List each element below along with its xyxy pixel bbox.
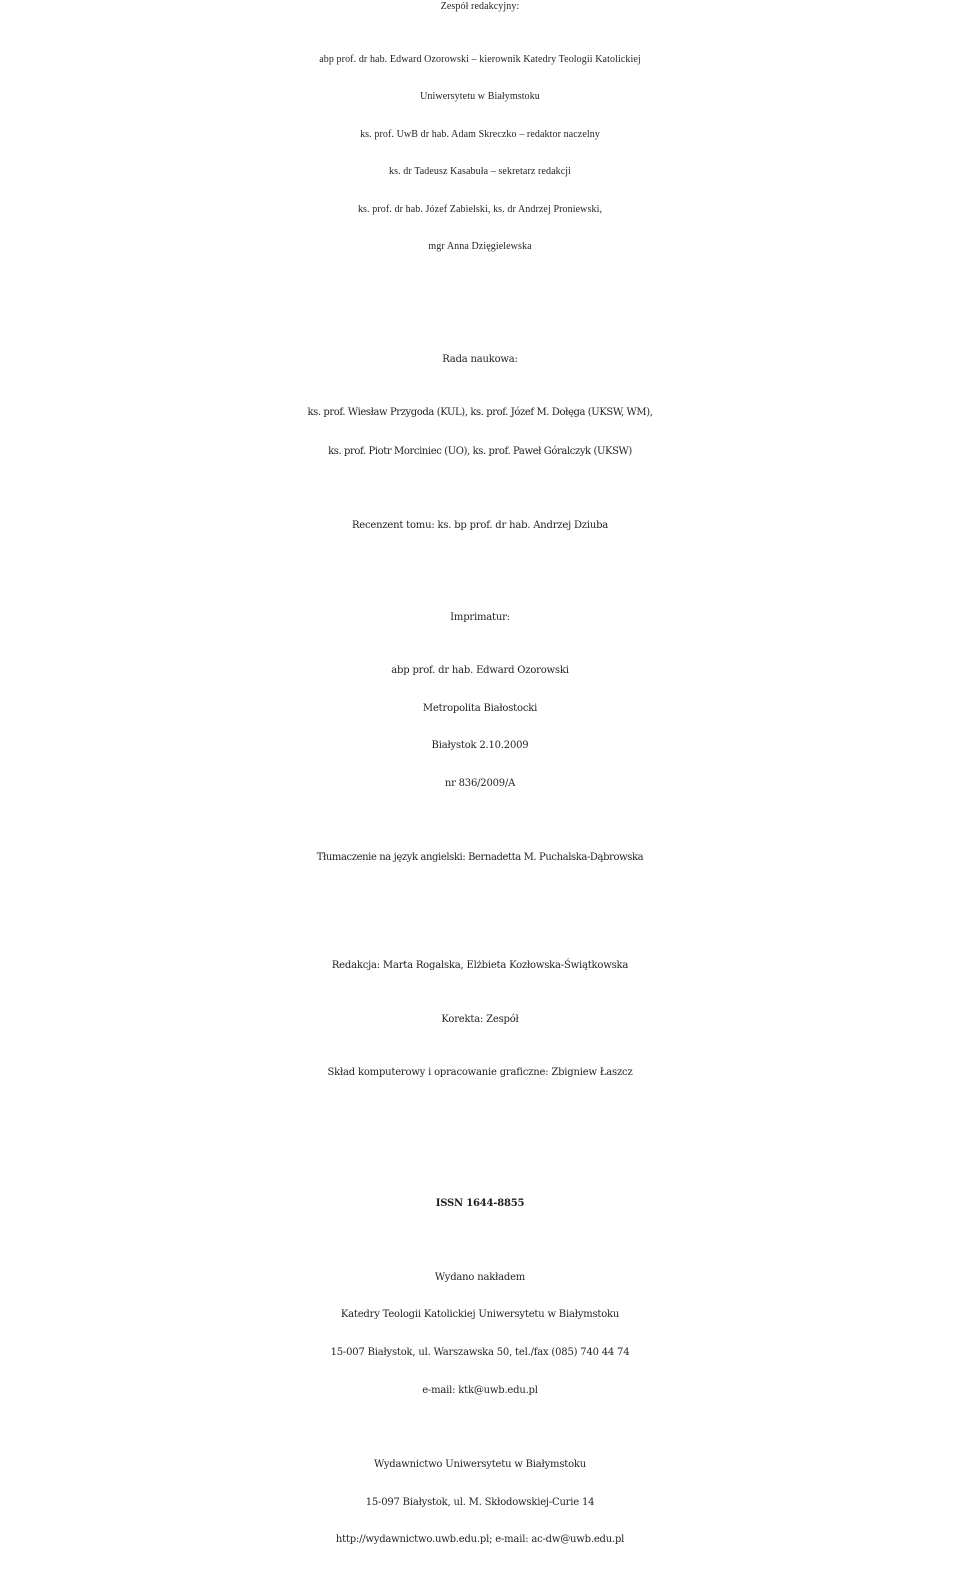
- publisher-contact-line: http://wydawnictwo.uwb.edu.pl; e-mail: ac-dw@uwb.edu.pl: [335, 1534, 625, 1545]
- imprimatur-line: nr 836/2009/A: [444, 778, 516, 789]
- reviewer-line: Recenzent tomu: ks. bp prof. dr hab. Andrzej Dziuba: [351, 520, 609, 531]
- published-by-line: 15-007 Białystok, ul. Warszawska 50, tel./fax (085) 740 44 74: [330, 1347, 630, 1358]
- editorial-team-line: ks. prof. dr hab. Józef Zabielski, ks. dr Andrzej Proniewski,: [357, 204, 603, 215]
- editorial-team-line: ks. dr Tadeusz Kasabuła – sekretarz redakcji: [388, 166, 572, 177]
- imprimatur-line: Białystok 2.10.2009: [431, 740, 529, 751]
- scientific-board-line: ks. prof. Wiesław Przygoda (KUL), ks. prof. Józef M. Dołęga (UKSW, WM),: [307, 407, 653, 418]
- publisher-line: Wydawnictwo Uniwersytetu w Białymstoku: [373, 1459, 587, 1470]
- scientific-board-line: ks. prof. Piotr Morciniec (UO), ks. prof. Paweł Góralczyk (UKSW): [328, 446, 632, 457]
- typesetting-line: Skład komputerowy i opracowanie graficzne: Zbigniew Łaszcz: [327, 1067, 633, 1078]
- editorial-team-line: abp prof. dr hab. Edward Ozorowski – kierownik Katedry Teologii Katolickiej: [319, 54, 641, 65]
- published-by-email: e-mail: ktk@uwb.edu.pl: [422, 1385, 538, 1396]
- imprimatur-line: Metropolita Białostocki: [422, 703, 538, 714]
- published-by-line: Wydano nakładem: [434, 1272, 526, 1283]
- editorial-team-line: ks. prof. UwB dr hab. Adam Skreczko – redaktor naczelny: [360, 129, 600, 140]
- editorial-team-line: Uniwersytetu w Białymstoku: [420, 91, 540, 102]
- published-by-line: Katedry Teologii Katolickiej Uniwersytetu w Białymstoku: [340, 1309, 620, 1320]
- proofreading-line: Korekta: Zespół: [441, 1014, 519, 1025]
- imprimatur-line: abp prof. dr hab. Edward Ozorowski: [391, 665, 569, 676]
- issn-label: ISSN 1644-8855: [435, 1198, 525, 1209]
- editorial-team-line: mgr Anna Dzięgielewska: [428, 241, 532, 252]
- translation-line: Tłumaczenie na język angielski: Bernadetta M. Puchalska-Dąbrowska: [316, 852, 644, 863]
- editorial-team-heading: Zespół redakcyjny:: [440, 1, 520, 12]
- imprimatur-heading: Imprimatur:: [450, 612, 510, 623]
- scientific-board-heading: Rada naukowa:: [442, 354, 518, 365]
- editing-line: Redakcja: Marta Rogalska, Elżbieta Kozłowska-Świątkowska: [331, 960, 629, 971]
- publisher-line: 15-097 Białystok, ul. M. Skłodowskiej-Curie 14: [365, 1497, 595, 1508]
